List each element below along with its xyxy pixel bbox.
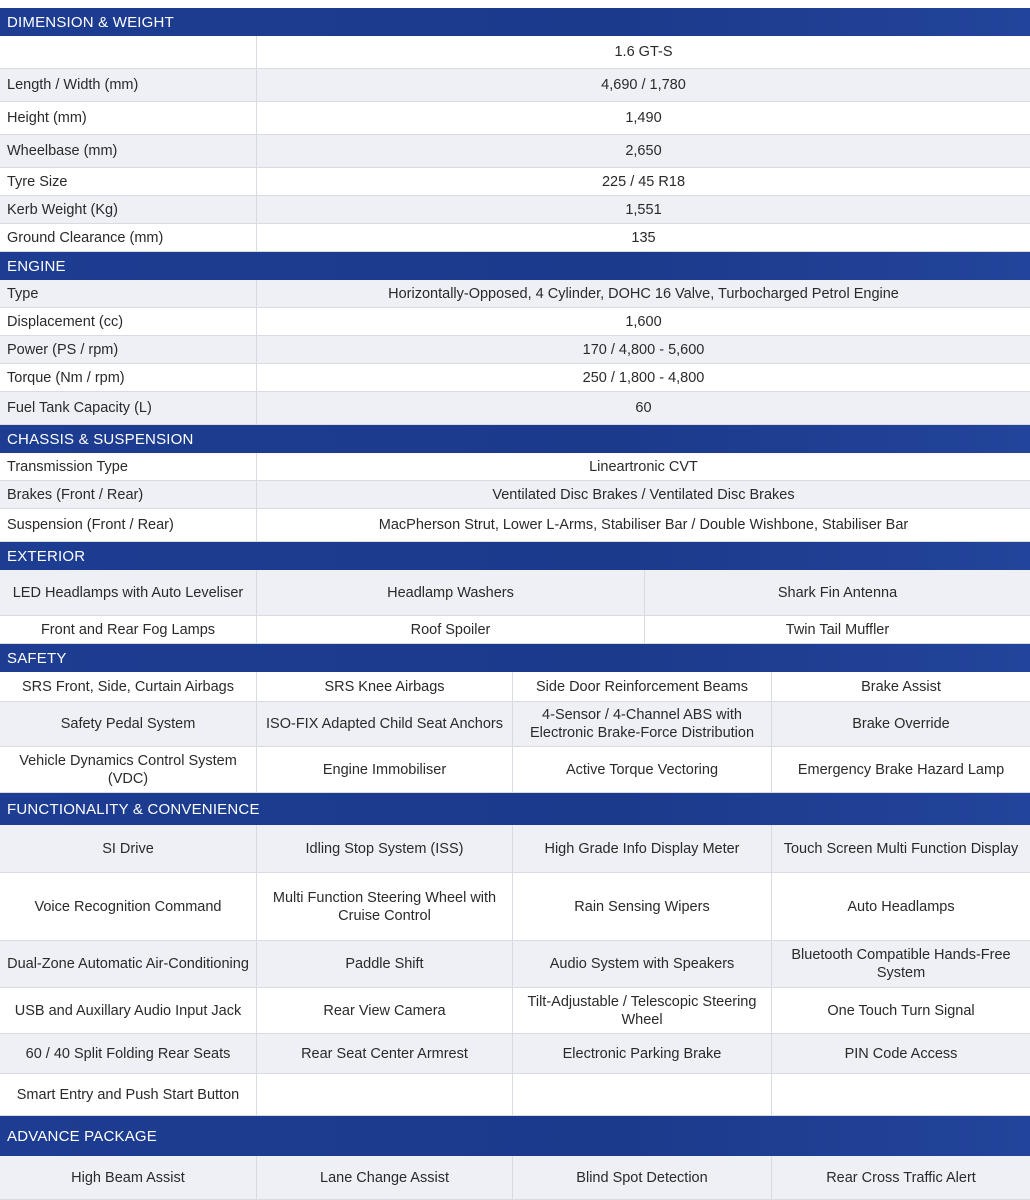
spec-label: Type [0,280,257,308]
feature-item: High Grade Info Display Meter [513,825,772,873]
feature-item: Rear Seat Center Armrest [257,1034,513,1074]
spec-value: 170 / 4,800 - 5,600 [257,336,1030,364]
section-header-safety [0,644,1030,672]
spec-row [0,168,1030,196]
feature-item: Dual-Zone Automatic Air-Conditioning [0,941,257,988]
feature-row [0,1034,1030,1074]
spec-value: 135 [257,224,1030,252]
feature-row [0,941,1030,988]
section-title: DIMENSION & WEIGHT [7,13,174,31]
feature-item: Shark Fin Antenna [645,570,1030,616]
feature-item: Vehicle Dynamics Control System (VDC) [0,747,257,793]
feature-row [0,672,1030,702]
spec-value: 1,551 [257,196,1030,224]
feature-row [0,747,1030,793]
section-title: CHASSIS & SUSPENSION [7,430,194,448]
feature-item: Bluetooth Compatible Hands-Free System [772,941,1030,988]
model-label-empty [0,36,257,69]
section-header-dimension [0,8,1030,36]
feature-item-empty [257,1074,513,1116]
spec-label: Transmission Type [0,453,257,481]
feature-item: Voice Recognition Command [0,873,257,941]
spec-row [0,196,1030,224]
section-header-advance [0,1116,1030,1156]
spec-row [0,509,1030,542]
spec-row [0,69,1030,102]
feature-item: Emergency Brake Hazard Lamp [772,747,1030,793]
spec-value: 60 [257,392,1030,425]
feature-item: Blind Spot Detection [513,1156,772,1200]
feature-row [0,873,1030,941]
spec-label: Kerb Weight (Kg) [0,196,257,224]
spec-label: Height (mm) [0,102,257,135]
section-title: ADVANCE PACKAGE [7,1127,157,1145]
spec-label: Ground Clearance (mm) [0,224,257,252]
feature-row [0,570,1030,616]
feature-item: Idling Stop System (ISS) [257,825,513,873]
feature-item-empty [772,1074,1030,1116]
feature-item: PIN Code Access [772,1034,1030,1074]
section-header-engine [0,252,1030,280]
spec-row [0,135,1030,168]
section-title: FUNCTIONALITY & CONVENIENCE [7,800,260,818]
spec-label: Fuel Tank Capacity (L) [0,392,257,425]
feature-item: USB and Auxillary Audio Input Jack [0,988,257,1034]
feature-item: Paddle Shift [257,941,513,988]
feature-item: Brake Assist [772,672,1030,702]
feature-item: 4-Sensor / 4-Channel ABS with Electronic Brake-Force Distribution [513,702,772,747]
spec-value: Ventilated Disc Brakes / Ventilated Disc Brakes [257,481,1030,509]
spec-row [0,481,1030,509]
model-row [0,36,1030,69]
feature-item: Rear Cross Traffic Alert [772,1156,1030,1200]
spec-row [0,392,1030,425]
spec-value: 2,650 [257,135,1030,168]
spec-value: Lineartronic CVT [257,453,1030,481]
feature-row [0,616,1030,644]
spec-value: MacPherson Strut, Lower L-Arms, Stabiliser Bar / Double Wishbone, Stabiliser Bar [257,509,1030,542]
feature-row [0,1156,1030,1200]
feature-item: SRS Knee Airbags [257,672,513,702]
feature-item: Tilt-Adjustable / Telescopic Steering Wheel [513,988,772,1034]
feature-item: Brake Override [772,702,1030,747]
feature-item: Front and Rear Fog Lamps [0,616,257,644]
spec-label: Torque (Nm / rpm) [0,364,257,392]
feature-item: Twin Tail Muffler [645,616,1030,644]
spec-value: 250 / 1,800 - 4,800 [257,364,1030,392]
feature-item: Smart Entry and Push Start Button [0,1074,257,1116]
spec-label: Length / Width (mm) [0,69,257,102]
feature-item: Lane Change Assist [257,1156,513,1200]
feature-item: Rain Sensing Wipers [513,873,772,941]
feature-item: Auto Headlamps [772,873,1030,941]
spec-row [0,453,1030,481]
spec-value: 225 / 45 R18 [257,168,1030,196]
spec-row [0,102,1030,135]
spec-value: 1,600 [257,308,1030,336]
feature-item: Rear View Camera [257,988,513,1034]
feature-row [0,702,1030,747]
spec-label: Power (PS / rpm) [0,336,257,364]
feature-item-empty [513,1074,772,1116]
spec-row [0,224,1030,252]
feature-item: Active Torque Vectoring [513,747,772,793]
feature-row [0,825,1030,873]
spec-value: 1,490 [257,102,1030,135]
feature-item: Electronic Parking Brake [513,1034,772,1074]
spec-label: Suspension (Front / Rear) [0,509,257,542]
spec-row [0,308,1030,336]
spec-value: Horizontally-Opposed, 4 Cylinder, DOHC 16 Valve, Turbocharged Petrol Engine [257,280,1030,308]
feature-item: SRS Front, Side, Curtain Airbags [0,672,257,702]
feature-item: High Beam Assist [0,1156,257,1200]
section-header-exterior [0,542,1030,570]
feature-item: LED Headlamps with Auto Leveliser [0,570,257,616]
spec-label: Wheelbase (mm) [0,135,257,168]
feature-item: Roof Spoiler [257,616,645,644]
feature-item: Multi Function Steering Wheel with Cruise Control [257,873,513,941]
feature-item: Side Door Reinforcement Beams [513,672,772,702]
section-header-functionality [0,793,1030,825]
spec-value: 4,690 / 1,780 [257,69,1030,102]
feature-row [0,988,1030,1034]
feature-item: Safety Pedal System [0,702,257,747]
feature-item: Touch Screen Multi Function Display [772,825,1030,873]
feature-item: 60 / 40 Split Folding Rear Seats [0,1034,257,1074]
section-header-chassis [0,425,1030,453]
model-name: 1.6 GT-S [257,36,1030,69]
feature-item: One Touch Turn Signal [772,988,1030,1034]
section-title: SAFETY [7,649,67,667]
spec-row [0,280,1030,308]
feature-row [0,1074,1030,1116]
spec-label: Brakes (Front / Rear) [0,481,257,509]
feature-item: ISO-FIX Adapted Child Seat Anchors [257,702,513,747]
spec-row [0,336,1030,364]
feature-item: Engine Immobiliser [257,747,513,793]
spec-row [0,364,1030,392]
feature-item: SI Drive [0,825,257,873]
spec-label: Displacement (cc) [0,308,257,336]
feature-item: Audio System with Speakers [513,941,772,988]
feature-item: Headlamp Washers [257,570,645,616]
spec-label: Tyre Size [0,168,257,196]
section-title: ENGINE [7,257,66,275]
section-title: EXTERIOR [7,547,86,565]
